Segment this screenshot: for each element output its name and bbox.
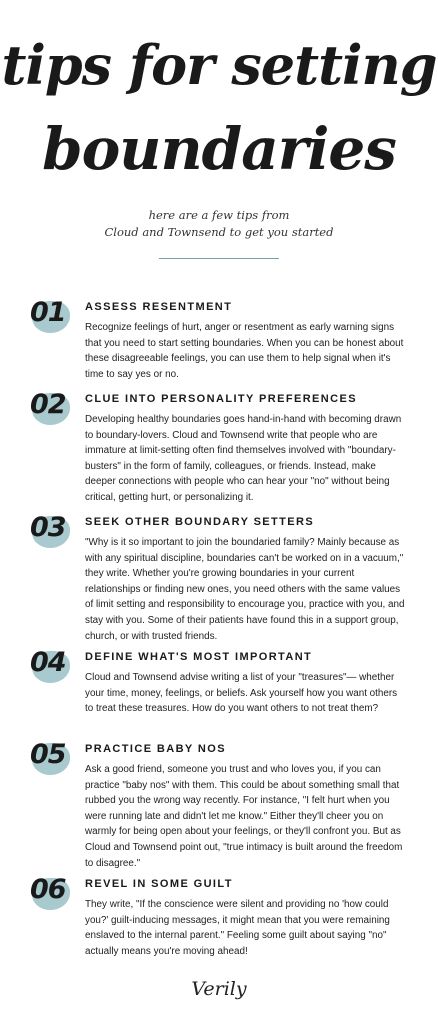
tip-heading: ASSESS RESENTMENT	[85, 301, 233, 313]
tip-number-badge	[28, 872, 84, 912]
title-line-1: tips for setting	[1, 33, 437, 97]
title-line-2: boundaries	[42, 115, 396, 183]
subtitle-line-2: Cloud and Townsend to get you started	[104, 225, 334, 239]
tip-number: 03	[30, 512, 66, 543]
tip-number-badge	[28, 295, 84, 335]
tip-number: 01	[30, 297, 66, 328]
tip-body: "Why is it so important to join the boundaried family? Mainly because as with any spiritual discipline, boundaries can't be worked on in a vacuum," they write. Whether you're growing boundaries in your current relationships or finding new ones, you need others with the same values of limit setting and responsibility to encourage you, practice with you, and stay with you. Some of their patients have found this in a support group, church, or with trusted friends.	[85, 537, 405, 642]
tip-body: They write, "If the conscience were silent and providing no 'how could you?' guilt-inducing messages, it might mean that you were remaining enslaved to the internal parent." Feeling some guilt about saying "no" actually means you're moving ahead!	[85, 899, 390, 957]
tip-body: Ask a good friend, someone you trust and who loves you, if you can practice "baby nos" with them. This could be about something small that rubbed you the wrong way recently. For instance, "I felt hurt when you were running late and didn't let me know." Either they'll cheer you on warmly for being open about your feelings, or they'll confront you. But as Cloud and Townsend point out, "true intimacy is built around the freedom to disagree."	[85, 764, 403, 869]
tip-heading: DEFINE WHAT'S MOST IMPORTANT	[85, 651, 313, 663]
tip-body: Recognize feelings of hurt, anger or resentment as early warning signs that you need to start setting boundaries. When you can be honest about these disagreeable feelings, you can use them to help signal when it's time to say yes or no.	[85, 322, 404, 380]
tip-heading: REVEL IN SOME GUILT	[85, 878, 233, 890]
tip-number: 02	[30, 389, 66, 420]
tip-number-badge	[28, 387, 84, 427]
tip-number-badge	[28, 510, 84, 550]
tip-number-badge	[28, 737, 84, 777]
tip-heading: SEEK OTHER BOUNDARY SETTERS	[85, 516, 315, 528]
tip-heading: PRACTICE BABY NOS	[85, 743, 226, 755]
tip-number-badge	[28, 645, 84, 685]
tip-number: 04	[30, 647, 66, 678]
tip-body: Cloud and Townsend advise writing a list of your "treasures"— whether your time, money, feelings, or beliefs. Ask yourself how you want others to treat these treasures. How do you want others to not treat them?	[85, 672, 398, 715]
title-divider	[159, 258, 279, 259]
tip-body: Developing healthy boundaries goes hand-in-hand with becoming drawn to boundary-lovers. Cloud and Townsend write that people who are immature at limit-setting often find themselves involved with "boundary-busters" in the form of family, colleagues, or friends. Instead, make deeper connections with people who can hear your "no" without being critical, getting hurt, or personalizing it.	[85, 414, 402, 503]
verily-logo: Verily	[191, 978, 247, 1000]
tip-number: 05	[30, 739, 66, 770]
tip-number: 06	[30, 874, 66, 905]
tip-heading: CLUE INTO PERSONALITY PREFERENCES	[85, 393, 357, 405]
subtitle-line-1: here are a few tips from	[148, 208, 290, 222]
